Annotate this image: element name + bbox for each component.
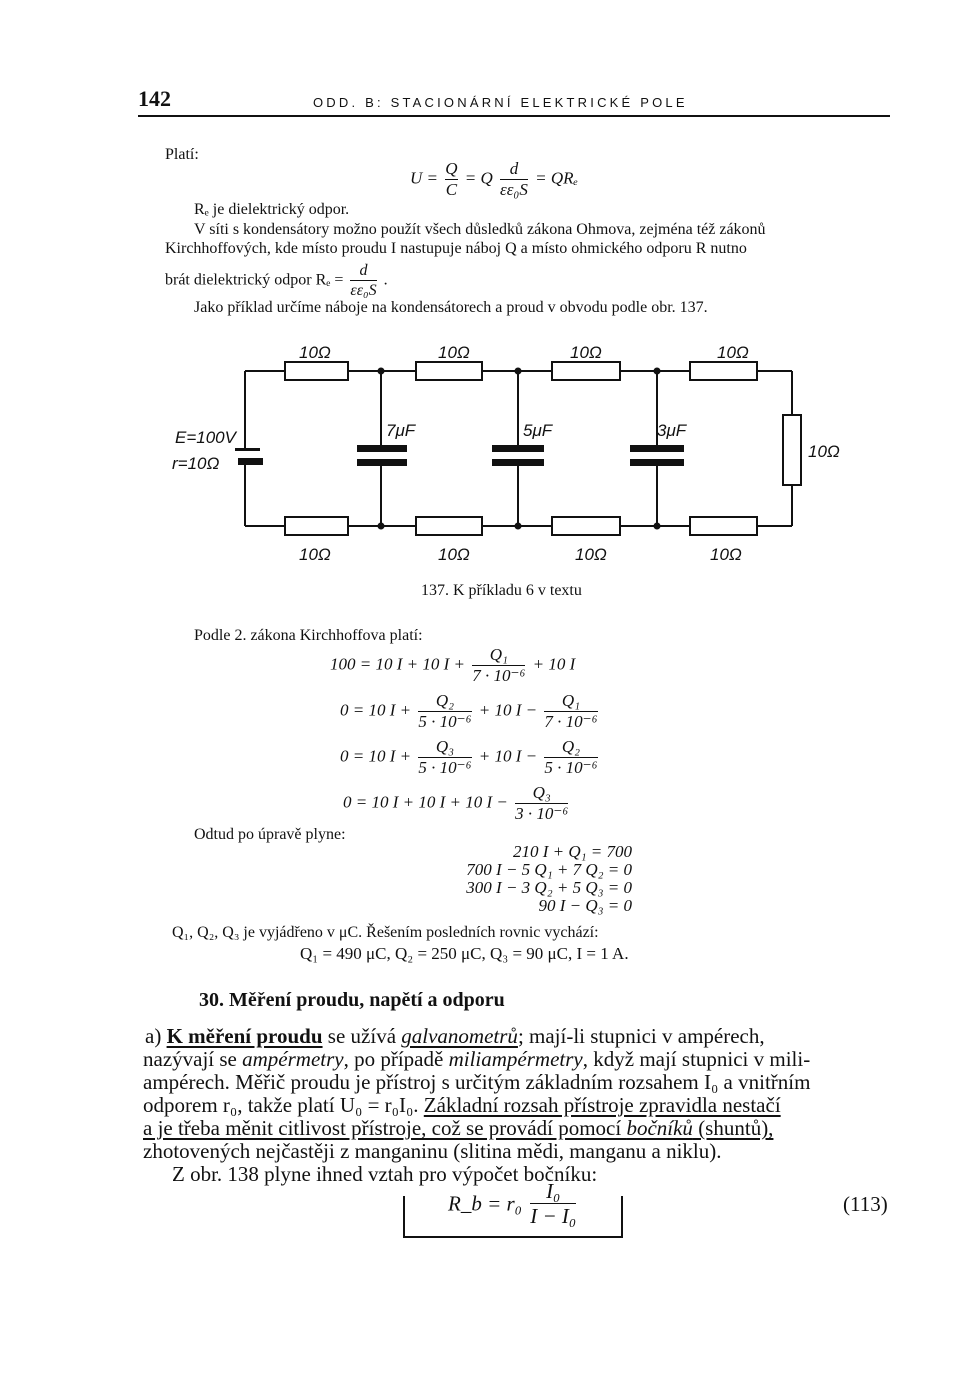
frac-num: Q₂: [435, 691, 455, 710]
eq-part: + 10 I −: [478, 700, 538, 720]
body-line: ampérech. Měřič proudu je přístroj s určitým základním rozsahem I₀ a vnitřním: [143, 1070, 811, 1094]
eq-part: + 10 I: [532, 654, 576, 674]
battery-symbol: [235, 448, 263, 465]
label-right-r: 10Ω: [808, 442, 840, 461]
frac-den: 7 · 10⁻⁶: [544, 711, 598, 731]
formula-lhs: R_b = r₀: [448, 1191, 522, 1216]
frac-den: 5 · 10⁻⁶: [418, 757, 472, 777]
italic-term: ampérmetry: [242, 1047, 344, 1071]
capacitor-plate: [630, 445, 684, 452]
equation-number: (113): [843, 1192, 888, 1216]
italic-term: miliampérmetry: [448, 1047, 583, 1071]
body-line: [143, 1116, 773, 1141]
eq-fraction-d-ees: [500, 160, 528, 199]
frac-num: Q₁: [489, 645, 508, 664]
frac-den: εε₀S: [500, 179, 528, 199]
eq-fraction-q-c: [445, 160, 457, 199]
paragraph-line-with-fraction: [165, 262, 388, 299]
fraction: [544, 692, 597, 731]
eq-part: 0 = 10 I +: [340, 746, 412, 766]
frac-num: I₀: [546, 1179, 561, 1203]
frac-den: εε₀S: [350, 281, 377, 299]
after-label: Odtud po úpravě plyne:: [194, 826, 346, 843]
body-line: zhotovených nejčastěji z manganinu (slitina mědi, manganu a niklu).: [143, 1139, 722, 1163]
re-description: Rₑ je dielektrický odpor.: [194, 201, 350, 218]
fraction: [472, 646, 525, 685]
paragraph-line: Kirchhoffových, kde místo proudu I nastupuje náboj Q a místo ohmického odporu R nutno: [165, 240, 747, 257]
text-span: , když mají stupnici v mili-: [582, 1047, 811, 1071]
text-span: ; mají-li stupnici v ampérech,: [517, 1024, 765, 1048]
text-span: a): [145, 1024, 167, 1048]
figure-caption: 137. K příkladu 6 v textu: [421, 582, 582, 599]
frac-den: C: [445, 179, 458, 199]
frac-num: Q₂: [561, 737, 581, 756]
kirchhoff-intro: Podle 2. zákona Kirchhoffova platí:: [194, 627, 423, 644]
label-emf: E=100V: [175, 428, 236, 447]
label-bottom-r1: 10Ω: [299, 545, 331, 564]
frac-num: Q₃: [435, 737, 455, 756]
junction-dot: [654, 523, 661, 530]
units-line: Q₁, Q₂, Q₃ je vyjádřeno v μC. Řešením posledních rovnic vychází:: [172, 924, 599, 941]
eq-mid: = Q: [464, 168, 493, 188]
text-span: , po případě: [343, 1047, 449, 1071]
text-span: .: [383, 271, 388, 289]
system-row: 90 I − Q₃ = 0: [538, 896, 632, 915]
junction-dot: [378, 368, 385, 375]
fraction: [418, 738, 471, 777]
frac-den: 5 · 10⁻⁶: [544, 757, 598, 777]
equation-1: [330, 646, 575, 685]
label-cap-5uf: 5μF: [523, 421, 553, 440]
text-span: odporem r₀, takže platí U₀ = r₀I₀.: [143, 1093, 424, 1117]
eq-part: 0 = 10 I +: [340, 700, 412, 720]
eq-lhs: U =: [410, 168, 438, 188]
junction-dot: [515, 368, 522, 375]
italic-term: bočníků: [626, 1116, 693, 1140]
header-rule: [138, 115, 890, 117]
resistor-bottom-2: [416, 517, 482, 535]
eq-part: 100 = 10 I + 10 I +: [330, 654, 465, 674]
text-span: se užívá: [322, 1024, 402, 1048]
fraction: [544, 738, 597, 777]
paragraph-line: V síti s kondensátory možno použít všech důsledků zákona Ohmova, zejména též zákonů: [194, 221, 766, 238]
italic-term: galvanometrů: [401, 1024, 518, 1048]
resistor-bottom-4: [690, 517, 757, 535]
label-top-r3: 10Ω: [570, 343, 602, 362]
frac-num: Q: [445, 159, 458, 178]
fraction-d-ees: [350, 262, 376, 299]
equation-3: [340, 738, 601, 777]
body-line: [143, 1047, 810, 1072]
system-row: 700 I − 5 Q₁ + 7 Q₂ = 0: [466, 860, 632, 879]
resistor-top-1: [285, 362, 348, 380]
body-line: Z obr. 138 plyne ihned vztah pro výpočet bočníku:: [172, 1162, 598, 1186]
label-bottom-r2: 10Ω: [438, 545, 470, 564]
label-top-r4: 10Ω: [717, 343, 749, 362]
junction-dot: [515, 523, 522, 530]
equation-main: [410, 160, 578, 199]
resistor-bottom-1: [285, 517, 348, 535]
section-heading: 30. Měření proudu, napětí a odporu: [199, 989, 505, 1011]
junction-dot: [378, 523, 385, 530]
page-number: 142: [138, 86, 171, 111]
circuit-diagram: [140, 335, 860, 595]
fraction: [515, 784, 568, 823]
underlined-text: Základní rozsah přístroje zpravidla nestačí: [423, 1093, 781, 1117]
frac-den: 3 · 10⁻⁶: [515, 803, 569, 823]
frac-den: 5 · 10⁻⁶: [418, 711, 472, 731]
frac-num: Q₃: [532, 783, 551, 802]
capacitor-plate: [492, 459, 544, 466]
formula-fraction: [530, 1180, 576, 1228]
text-span: brát dielektrický odpor Rₑ =: [165, 271, 344, 289]
label-top-r2: 10Ω: [438, 343, 470, 362]
running-title: ODD. B: STACIONÁRNÍ ELEKTRICKÉ POLE: [313, 95, 688, 110]
capacitor-plate: [357, 459, 407, 466]
label-bottom-r4: 10Ω: [710, 545, 742, 564]
system-row: 210 I + Q₁ = 700: [512, 842, 632, 861]
shunt-formula: [448, 1180, 579, 1228]
body-line: [143, 1093, 781, 1118]
label-bottom-r3: 10Ω: [575, 545, 607, 564]
resistor-right: [783, 415, 801, 485]
label-cap-7uf: 7μF: [386, 421, 416, 440]
label-cap-3uf: 3μF: [657, 421, 687, 440]
label-top-r1: 10Ω: [299, 343, 331, 362]
label-internal-r: r=10Ω: [172, 454, 220, 473]
text-span: nazývají se: [143, 1047, 243, 1071]
eq-rhs: = QRₑ: [535, 168, 578, 188]
capacitor-plate: [492, 445, 544, 452]
resistor-top-4: [690, 362, 757, 380]
resistor-bottom-3: [552, 517, 620, 535]
plati-label: Platí:: [165, 146, 199, 163]
system-row: 300 I − 3 Q₂ + 5 Q₃ = 0: [466, 878, 632, 897]
body-line: [145, 1024, 765, 1049]
junction-dot: [654, 368, 661, 375]
capacitor-plate: [357, 445, 407, 452]
resistor-top-3: [552, 362, 620, 380]
frac-den: 7 · 10⁻⁶: [472, 665, 526, 685]
eq-part: 0 = 10 I + 10 I + 10 I −: [343, 792, 508, 812]
bold-underlined-term: K měření proudu: [166, 1024, 323, 1048]
capacitor-plate: [630, 459, 684, 466]
frac-num: d: [359, 262, 368, 279]
frac-num: d: [509, 159, 519, 178]
example-line: Jako příklad určíme náboje na kondensátorech a proud v obvodu podle obr. 137.: [194, 299, 708, 316]
equation-2: [340, 692, 601, 731]
underlined-text: a je třeba měnit citlivost přístroje, což se provádí pomocí: [143, 1116, 627, 1140]
frac-num: Q₁: [561, 691, 581, 710]
equation-system: [416, 843, 632, 915]
eq-part: + 10 I −: [478, 746, 538, 766]
frac-den: I − I₀: [530, 1204, 577, 1229]
result-line: Q₁ = 490 μC, Q₂ = 250 μC, Q₃ = 90 μC, I = 1 A.: [300, 944, 629, 963]
fraction: [418, 692, 471, 731]
resistor-top-2: [416, 362, 482, 380]
equation-4: [343, 784, 571, 823]
underlined-text: (shuntů),: [692, 1116, 774, 1140]
